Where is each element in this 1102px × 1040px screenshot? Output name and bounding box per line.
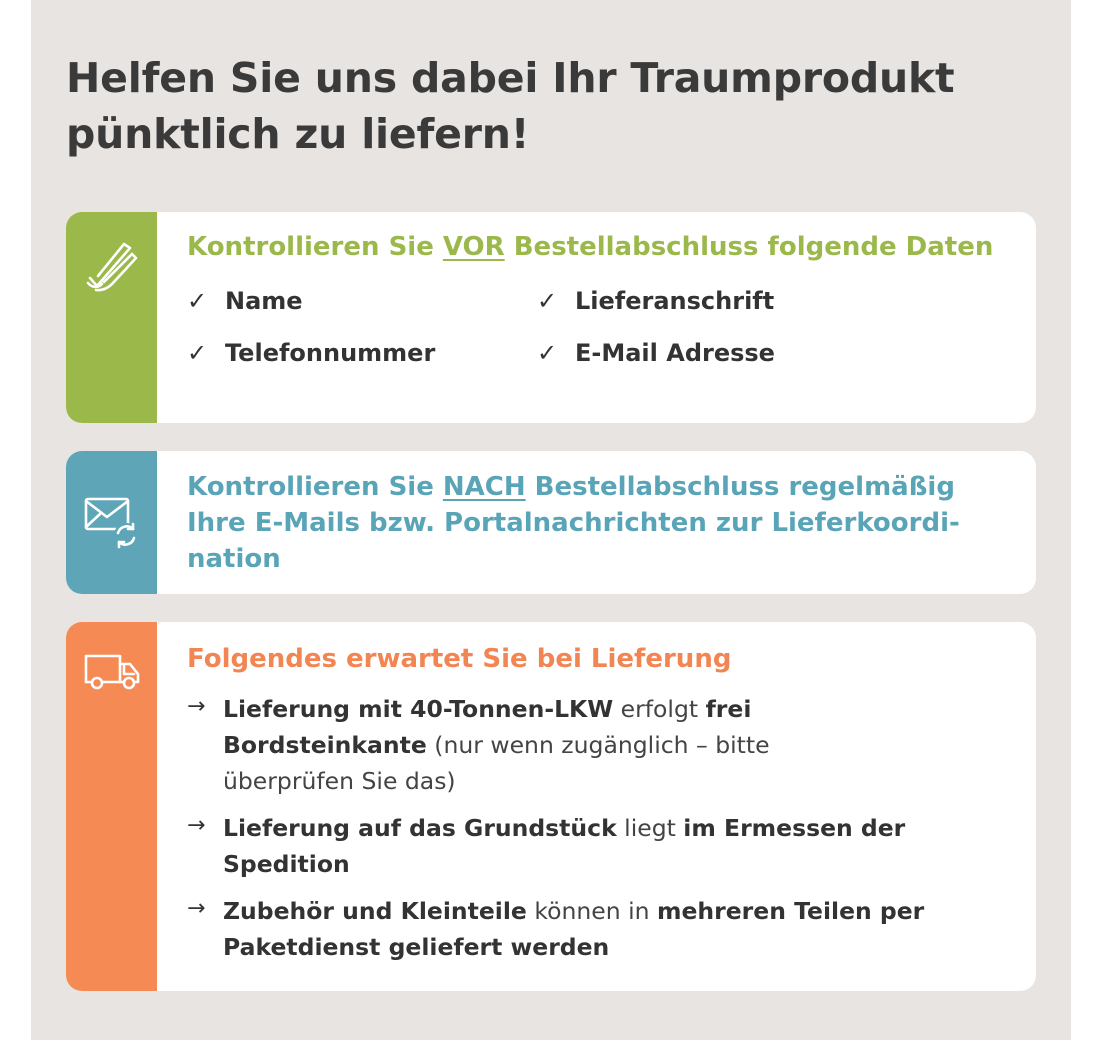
title-emphasis-vor: VOR xyxy=(442,232,505,262)
check-label: Telefonnummer xyxy=(225,339,436,367)
delivery-info-content xyxy=(187,622,1016,976)
info-panel xyxy=(31,0,1071,1040)
delivery-info-card xyxy=(66,622,1036,991)
list-item xyxy=(187,810,1016,882)
card-accent-bar-orange xyxy=(66,622,157,991)
item-bold-text: Paketdienst geliefert werden xyxy=(223,933,610,961)
check-label: Name xyxy=(225,287,303,315)
title-text: Ihre E-Mails bzw. Portalnachrichten zur Lieferkoordi- xyxy=(187,508,960,538)
title-text: Kontrollieren Sie xyxy=(187,232,443,262)
check-before-order-content xyxy=(187,212,1016,371)
arrow-right-icon: → xyxy=(187,694,206,719)
list-item xyxy=(187,893,1016,965)
title-text: Kontrollieren Sie xyxy=(187,472,443,502)
check-item-phone xyxy=(187,335,537,371)
item-bold-text: Lieferung mit 40-Tonnen-LKW xyxy=(223,695,614,723)
item-bold-text: Zubehör und Kleinteile xyxy=(223,897,527,925)
item-bold-text: frei xyxy=(705,695,752,723)
title-text: nation xyxy=(187,544,281,574)
check-item-address xyxy=(537,283,887,319)
pencil-check-icon xyxy=(82,238,142,298)
check-after-order-content xyxy=(187,451,1016,577)
page-title xyxy=(66,50,1056,162)
arrow-right-icon: → xyxy=(187,896,206,921)
title-text: Bestellabschluss folgende Daten xyxy=(504,232,994,262)
page-title-line-1: Helfen Sie uns dabei Ihr Traumprodukt xyxy=(66,54,955,102)
item-bold-text: Bordsteinkante xyxy=(223,731,427,759)
check-label: Lieferanschrift xyxy=(575,287,775,315)
item-text: überprüfen Sie das) xyxy=(223,767,456,795)
item-bold-text: mehreren Teilen per xyxy=(656,897,925,925)
check-label: E-Mail Adresse xyxy=(575,339,775,367)
item-text: erfolgt xyxy=(613,695,706,723)
check-before-order-title xyxy=(187,212,1016,265)
item-text: (nur wenn zugänglich – bitte xyxy=(426,731,770,759)
truck-icon xyxy=(82,642,142,702)
title-text: Bestellabschluss regelmäßig xyxy=(525,472,955,502)
list-item xyxy=(187,691,1016,799)
card-accent-bar-teal xyxy=(66,451,157,594)
check-after-order-title xyxy=(187,451,1016,577)
check-item-email xyxy=(537,335,887,371)
arrow-right-icon: → xyxy=(187,813,206,838)
check-icon: ✓ xyxy=(537,339,558,367)
check-before-order-card xyxy=(66,212,1036,423)
item-text: liegt xyxy=(616,814,684,842)
mail-refresh-icon xyxy=(82,491,142,551)
check-after-order-card xyxy=(66,451,1036,594)
item-bold-text: Spedition xyxy=(223,850,350,878)
delivery-list xyxy=(187,691,1016,965)
check-icon: ✓ xyxy=(187,287,208,315)
title-emphasis-nach: NACH xyxy=(442,472,526,502)
page-title-line-2: pünktlich zu liefern! xyxy=(66,110,530,158)
card-accent-bar-green xyxy=(66,212,157,423)
check-item-name xyxy=(187,283,537,319)
item-bold-text: Lieferung auf das Grundstück xyxy=(223,814,617,842)
delivery-info-title: Folgendes erwartet Sie bei Lieferung xyxy=(187,644,732,674)
check-icon: ✓ xyxy=(187,339,208,367)
check-icon: ✓ xyxy=(537,287,558,315)
item-text: können in xyxy=(526,897,657,925)
check-list xyxy=(187,283,1016,371)
item-bold-text: im Ermessen der xyxy=(683,814,906,842)
